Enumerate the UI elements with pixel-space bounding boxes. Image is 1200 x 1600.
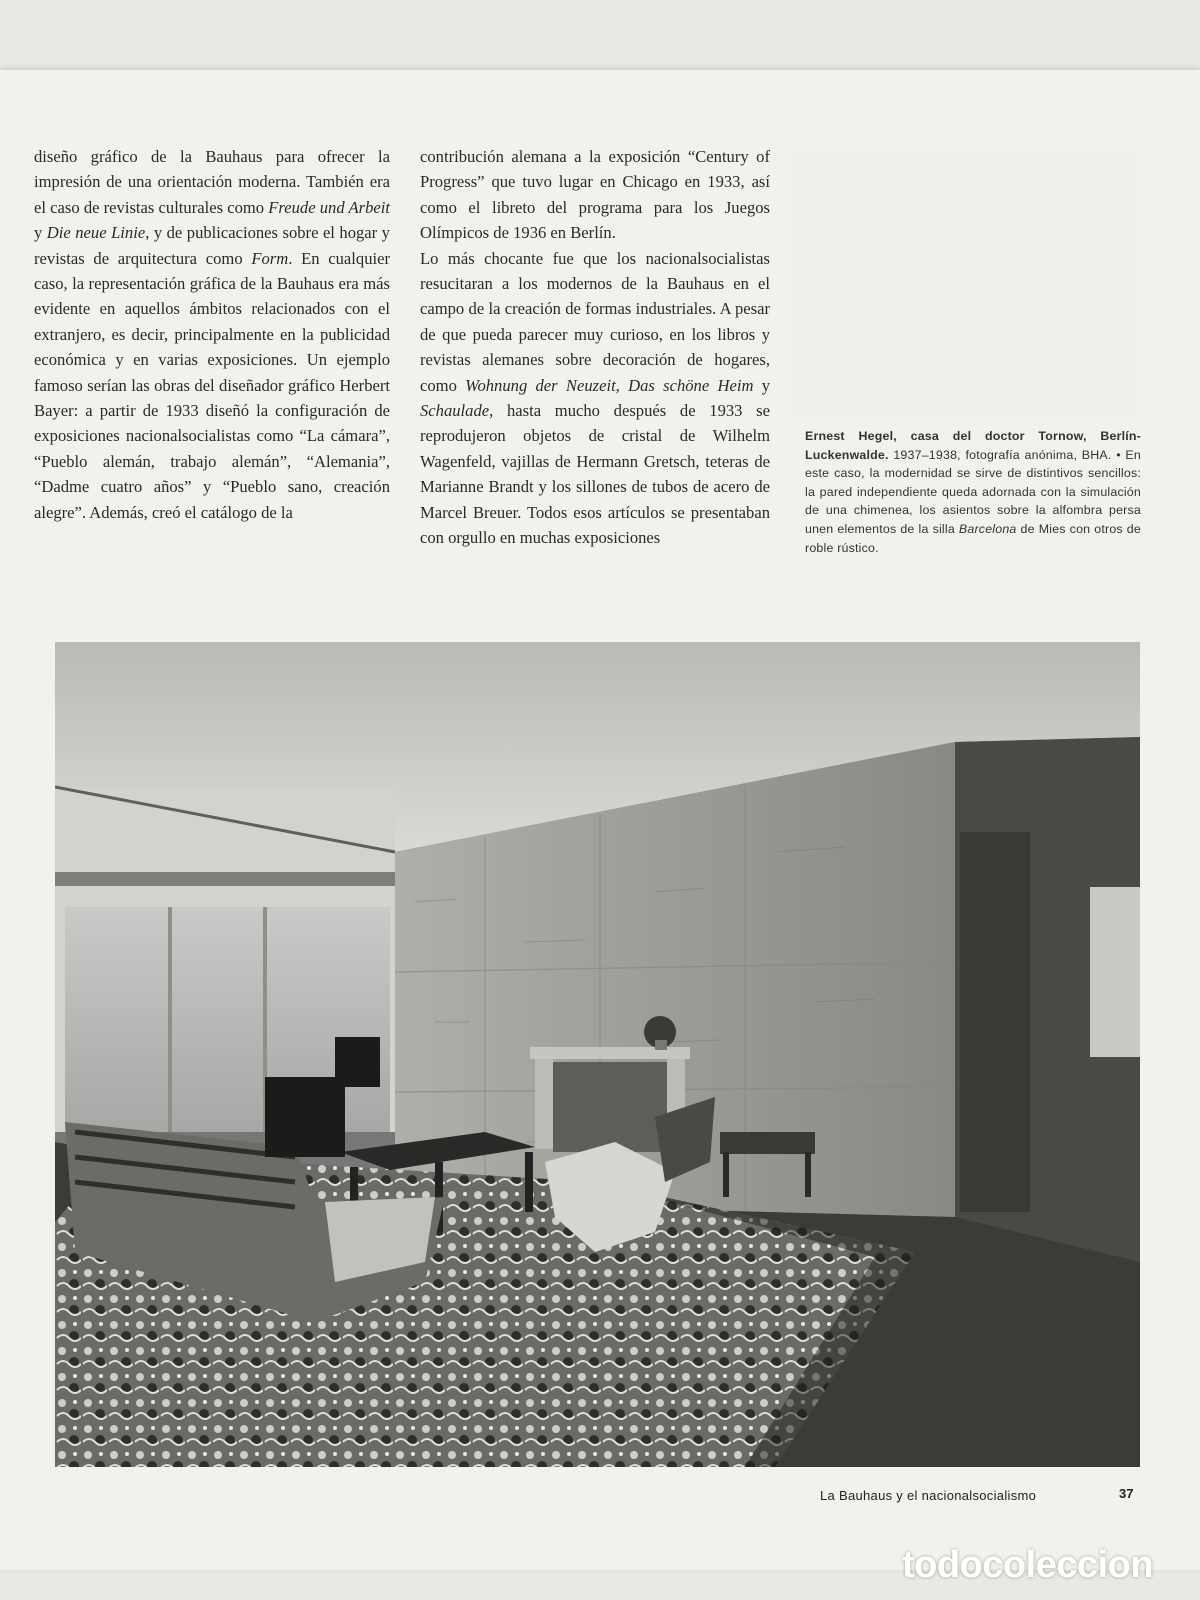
body-text: contribución alemana a la exposición “Century of Progress” que tuvo lugar en Chicago en 1933, así como el libreto del programa para los Juegos Olímpicos de 1936 en Berlín. — [420, 147, 770, 243]
paragraph — [34, 144, 390, 525]
italic-title: Die neue Linie — [46, 223, 146, 243]
site-watermark: todocoleccion — [902, 1544, 1154, 1586]
caption-text-b: de Mies con otros de roble rústico. — [805, 521, 1141, 555]
body-text: diseño gráfico de la Bauhaus para ofrecer la impresión de una orientación moderna. También era el caso de revistas culturales como — [34, 147, 390, 217]
dark-chair — [265, 1077, 345, 1157]
caption-italic: Barcelona — [958, 521, 1017, 536]
body-text: y — [34, 223, 47, 243]
italic-title: Wohnung der Neuzeit, Das schöne Heim — [465, 375, 754, 395]
interior-photograph — [55, 642, 1140, 1467]
paragraph — [420, 144, 770, 246]
caption-blank-area — [790, 150, 1138, 416]
caption-text-a: 1937–1938, fotografía anónima, BHA. • En este caso, la modernidad se sirve de distintivos sencillos: la pared independiente queda adornada con la simulación de una chimenea, los asientos sobre la alfombra persa unen elementos de la silla — [805, 447, 1141, 536]
middle-text-column — [420, 144, 770, 551]
caption-title: Ernest Hegel, casa del doctor Tornow, Berlín-Luckenwalde. — [805, 429, 1141, 462]
body-text: hasta mucho después de 1933 se reprodujeron objetos de cristal de Wilhelm Wagenfeld, vajillas de Hermann Gretsch, teteras de Marianne Brandt y los sillones de tubos de acero de Marcel Breuer. Todos esos artículos se presentaban con orgullo en muchas exposiciones — [420, 401, 770, 548]
body-text: Lo más chocante fue que los nacionalsocialistas resucitaran a los modernos de la Bauhaus en el campo de la creación de formas industriales. A pesar de que pueda parecer muy curioso, en los libros y revistas alemanes sobre decoración de hogares, como — [420, 248, 770, 395]
stool — [720, 1132, 815, 1154]
running-footer-title: La Bauhaus y el nacionalsocialismo — [820, 1488, 1037, 1503]
italic-title: Schaulade, — [420, 401, 494, 421]
italic-title: Freude und Arbeit — [268, 197, 390, 217]
italic-title: Form — [251, 248, 289, 268]
paragraph — [420, 246, 770, 551]
body-text: , y de publicaciones sobre el hogar y revistas de arquitectura como — [34, 223, 390, 268]
left-text-column — [34, 144, 390, 525]
photo-caption — [805, 427, 1141, 557]
body-text: . En cualquier caso, la representación gráfica de la Bauhaus era más evidente en aquellos ámbitos relacionados con el extranjero, es decir, principalmente en la publicidad económica y en varias exposiciones. Un ejemplo famoso serían las obras del diseñador gráfico Herbert Bayer: a partir de 1933 diseñó la configuración de exposiciones nacionalsocialistas como “La cámara”, “Pueblo alemán, trabajo alemán”, “Alemania”, “Dadme cuatro años” y “Pueblo sano, creación alegre”. Además, creó el catálogo de la — [34, 248, 390, 522]
page-number: 37 — [1119, 1486, 1134, 1501]
body-text: y — [753, 375, 771, 395]
